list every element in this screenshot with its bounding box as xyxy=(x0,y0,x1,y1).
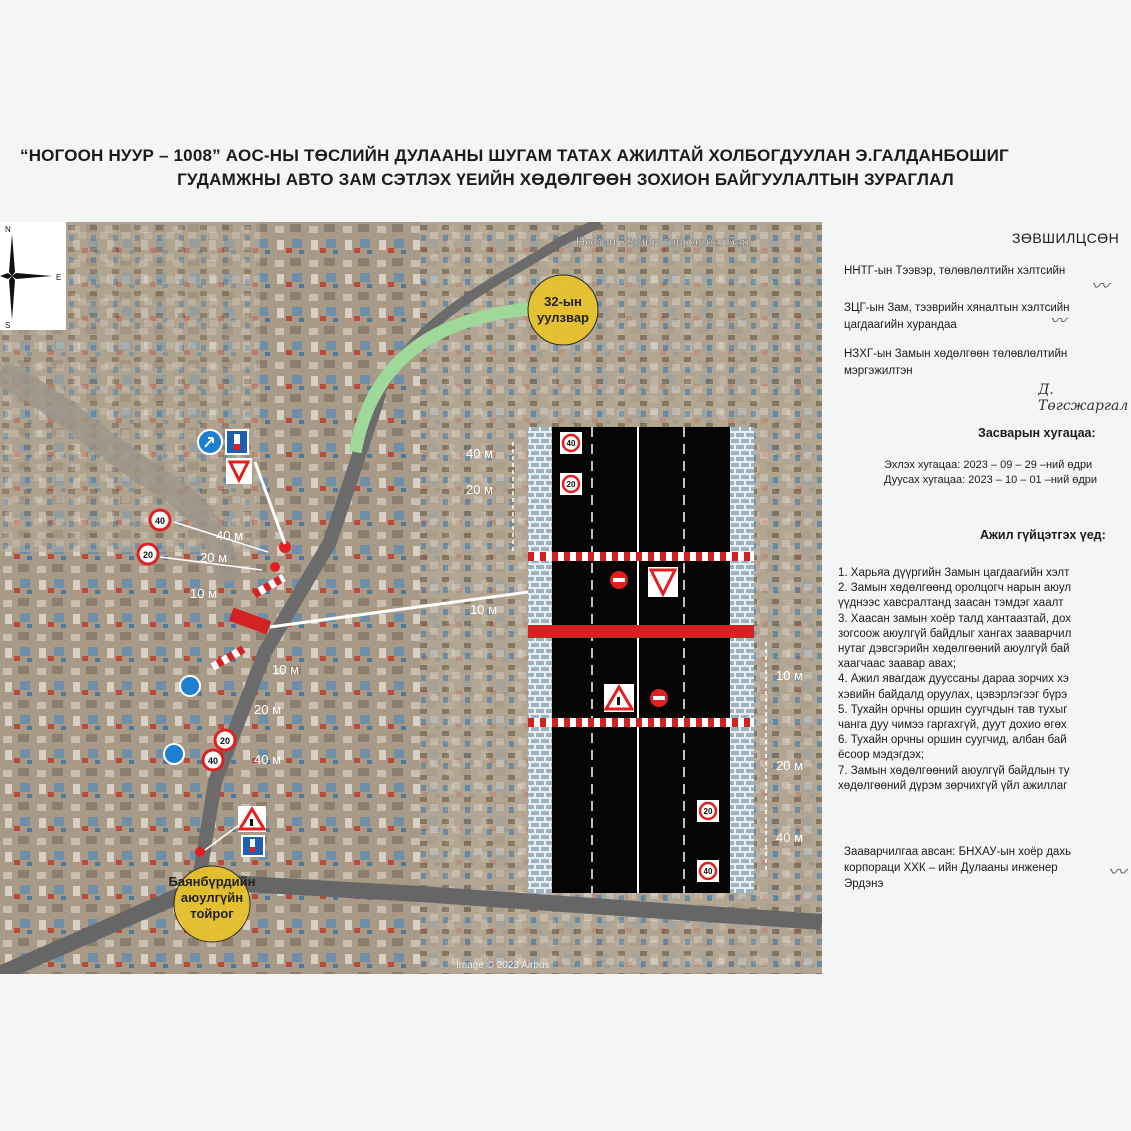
closure-point-2 xyxy=(270,562,280,572)
svg-text:20: 20 xyxy=(566,480,576,489)
schedule-end: Дуусах хугацаа: 2023 – 10 – 01 –ний өдри xyxy=(884,474,1098,486)
work-instruction-line: 3. Хаасан замын хоёр талд хантаазтай, дох xyxy=(838,612,1071,625)
speed-limit-40-sign xyxy=(150,510,170,530)
signature-1: 〰 xyxy=(1091,276,1109,297)
detail-no-entry-sign-icon-2 xyxy=(650,689,668,707)
keep-right-sign-icon xyxy=(198,430,222,454)
closure-point-bottom xyxy=(195,847,205,857)
schedule-start: Эхлэх хугацаа: 2023 – 09 – 29 –ний өдри xyxy=(884,459,1093,471)
detail-barrier-south xyxy=(528,718,754,727)
svg-text:40: 40 xyxy=(207,756,219,766)
document-title-line-1: “НОГООН НУУР – 1008” АОС-НЫ ТӨСЛИЙН ДУЛААНЫ ШУГАМ ТАТАХ АЖИЛТАЙ ХОЛБОГДУУЛАН Э.ГАЛДАНБОШИГ xyxy=(20,146,1009,165)
distance-20m-north: 20 м xyxy=(200,550,228,565)
approval-panel xyxy=(826,222,1131,974)
bayanburd-label-3: тойрог xyxy=(190,906,234,921)
speed-limit-40-sign-2 xyxy=(203,750,223,770)
distance-40m-south: 40 м xyxy=(254,752,282,767)
site-map xyxy=(0,222,822,974)
detail-speed-40-sign xyxy=(560,432,582,454)
svg-text:20: 20 xyxy=(703,807,713,816)
detail-yield-sign-icon xyxy=(648,567,678,597)
bayanburd-label-2: аюулгүйн xyxy=(180,890,244,905)
issuer-line-1: Зааварчилгаа авсан: БНХАУ-ын хоёр дахь xyxy=(844,846,1072,858)
work-instruction-line: 6. Тухайн орчны оршин суугчид, албан бай xyxy=(838,734,1067,747)
signature-2: 〰 xyxy=(1050,311,1067,330)
compass-s: S xyxy=(5,321,11,330)
distance-40m-north: 40 м xyxy=(216,528,244,543)
road-surface xyxy=(552,427,730,893)
detail-distance-20m-north: 20 м xyxy=(466,482,494,497)
work-heading: Ажил гүйцэтгэх үед: xyxy=(980,528,1106,542)
issuer-line-3: Эрдэнэ xyxy=(844,878,884,890)
signature-4: 〰 xyxy=(1108,862,1126,883)
detail-roadworks-sign-icon xyxy=(604,684,634,712)
satellite-map-drawing xyxy=(0,222,822,974)
imagery-credit: Image © 2023 Airbus xyxy=(456,960,550,971)
svg-text:20: 20 xyxy=(142,550,154,560)
junction-32-label-1: 32-ын xyxy=(544,294,582,309)
compass-n: N xyxy=(5,225,11,234)
detail-speed-20-sign-2 xyxy=(697,800,719,822)
approval-org-3-line-2: мэргэжилтэн xyxy=(844,365,913,377)
work-instruction-line: 4. Ажил явагдаж дууссаны дараа зорчих хэ xyxy=(838,673,1069,686)
roadworks-sign-icon xyxy=(238,806,266,832)
keep-right-sign-icon-2 xyxy=(180,676,200,696)
right-sidewalk xyxy=(730,427,754,893)
schedule-heading: Засварын хугацаа: xyxy=(978,426,1096,440)
work-instruction-line: 1. Харьяа дүүргийн Замын цагдаагийн хэлт xyxy=(838,567,1070,579)
keep-right-sign-icon-3 xyxy=(164,744,184,764)
work-instruction-line: хэвийн байдалд оруулах, цэвэрлэгээг бүрэ xyxy=(838,688,1068,701)
work-instruction-line: чанга дуу чимээ гаргахгүй, дуут дохио өгөх xyxy=(838,719,1067,731)
junction-32-label-2: уулзвар xyxy=(537,310,589,325)
detail-distance-20m-south: 20 м xyxy=(776,758,804,773)
detail-speed-40-sign-2 xyxy=(697,860,719,882)
svg-text:40: 40 xyxy=(566,439,576,448)
detail-no-entry-sign-icon xyxy=(610,571,628,589)
work-instruction-line: үүднээс хавсралтанд заасан тэмдэг хаалт xyxy=(838,597,1064,610)
document-title-line-2: ГУДАМЖНЫ АВТО ЗАМ СЭТЛЭХ ҮЕИЙН ХӨДӨЛГӨӨН ЗОХИОН БАЙГУУЛАЛТЫН ЗУРАГЛАЛ xyxy=(177,170,954,189)
distance-10m-north: 10 м xyxy=(190,586,218,601)
approval-org-3-line-1: НЗХГ-ын Замын хөдөлгөөн төлөвлөлтийн xyxy=(844,348,1068,360)
approval-org-2-line-2: цагдаагийн хурандаа xyxy=(844,319,957,331)
approval-org-2-line-1: ЗЦГ-ын Зам, тээврийн хяналтын хэлтсийн xyxy=(844,302,1070,314)
detail-distance-40m-north: 40 м xyxy=(466,446,494,461)
svg-text:40: 40 xyxy=(703,867,713,876)
speed-limit-20-sign-2 xyxy=(215,730,235,750)
work-instruction-line: ёсоор мэдэгдэх; xyxy=(838,749,925,762)
distance-20m-south: 20 м xyxy=(254,702,282,717)
work-instruction-line: нутаг дэвсгэрийн хөдөлгөөний аюулгүй бай xyxy=(838,643,1070,655)
work-instruction-line: зогсоож аюулгүй байдлыг хангах зааварчил xyxy=(838,627,1072,640)
dead-end-sign-icon xyxy=(226,430,248,454)
speed-limit-20-sign xyxy=(138,544,158,564)
bayanburd-label-1: Баянбүрдийн xyxy=(168,874,256,889)
work-instruction-line: хаагчаас заавар авах; xyxy=(838,658,957,671)
compass-e: E xyxy=(56,273,62,282)
detail-distance-40m-south: 40 м xyxy=(776,830,804,845)
work-instruction-line: 5. Тухайн орчны оршин суугчдын тав тухыг xyxy=(838,703,1068,716)
work-instruction-line: хөдөлгөөний дүрэм зөрчихгүй үйл ажиллаг xyxy=(838,779,1068,792)
work-instruction-line: 7. Замын хөдөлгөөний аюулгүй байдлын ту xyxy=(838,764,1070,777)
distance-10m-south: 10 м xyxy=(272,662,300,677)
dead-end-sign-icon-2 xyxy=(242,836,264,856)
approval-org-1: НHТГ-ын Тээвэр, төлөвлөлтийн хэлтсийн xyxy=(844,265,1066,277)
issuer-line-2: корпораци ХХК – ийн Дулааны инженер xyxy=(844,862,1058,874)
left-sidewalk xyxy=(528,427,552,893)
detail-barrier-north xyxy=(528,552,754,561)
detail-distance-10m-south: 10 м xyxy=(776,668,804,683)
svg-text:40: 40 xyxy=(154,516,166,526)
svg-text:20: 20 xyxy=(219,736,231,746)
detail-trench xyxy=(528,625,754,638)
detail-speed-20-sign xyxy=(560,473,582,495)
approval-heading: ЗӨВШИЛЦСӨН xyxy=(1012,230,1120,246)
detail-distance-10m-north: 10 м xyxy=(470,602,498,617)
signature-3: Д. Төгсжаргал xyxy=(1038,382,1129,414)
road-branch-label: Номин 32 ийн тойрог салбар xyxy=(576,234,750,249)
yield-sign-icon xyxy=(226,458,252,484)
work-instruction-line: 2. Замын хөдөлгөөнд оролцогч нарын аюул xyxy=(838,582,1072,595)
